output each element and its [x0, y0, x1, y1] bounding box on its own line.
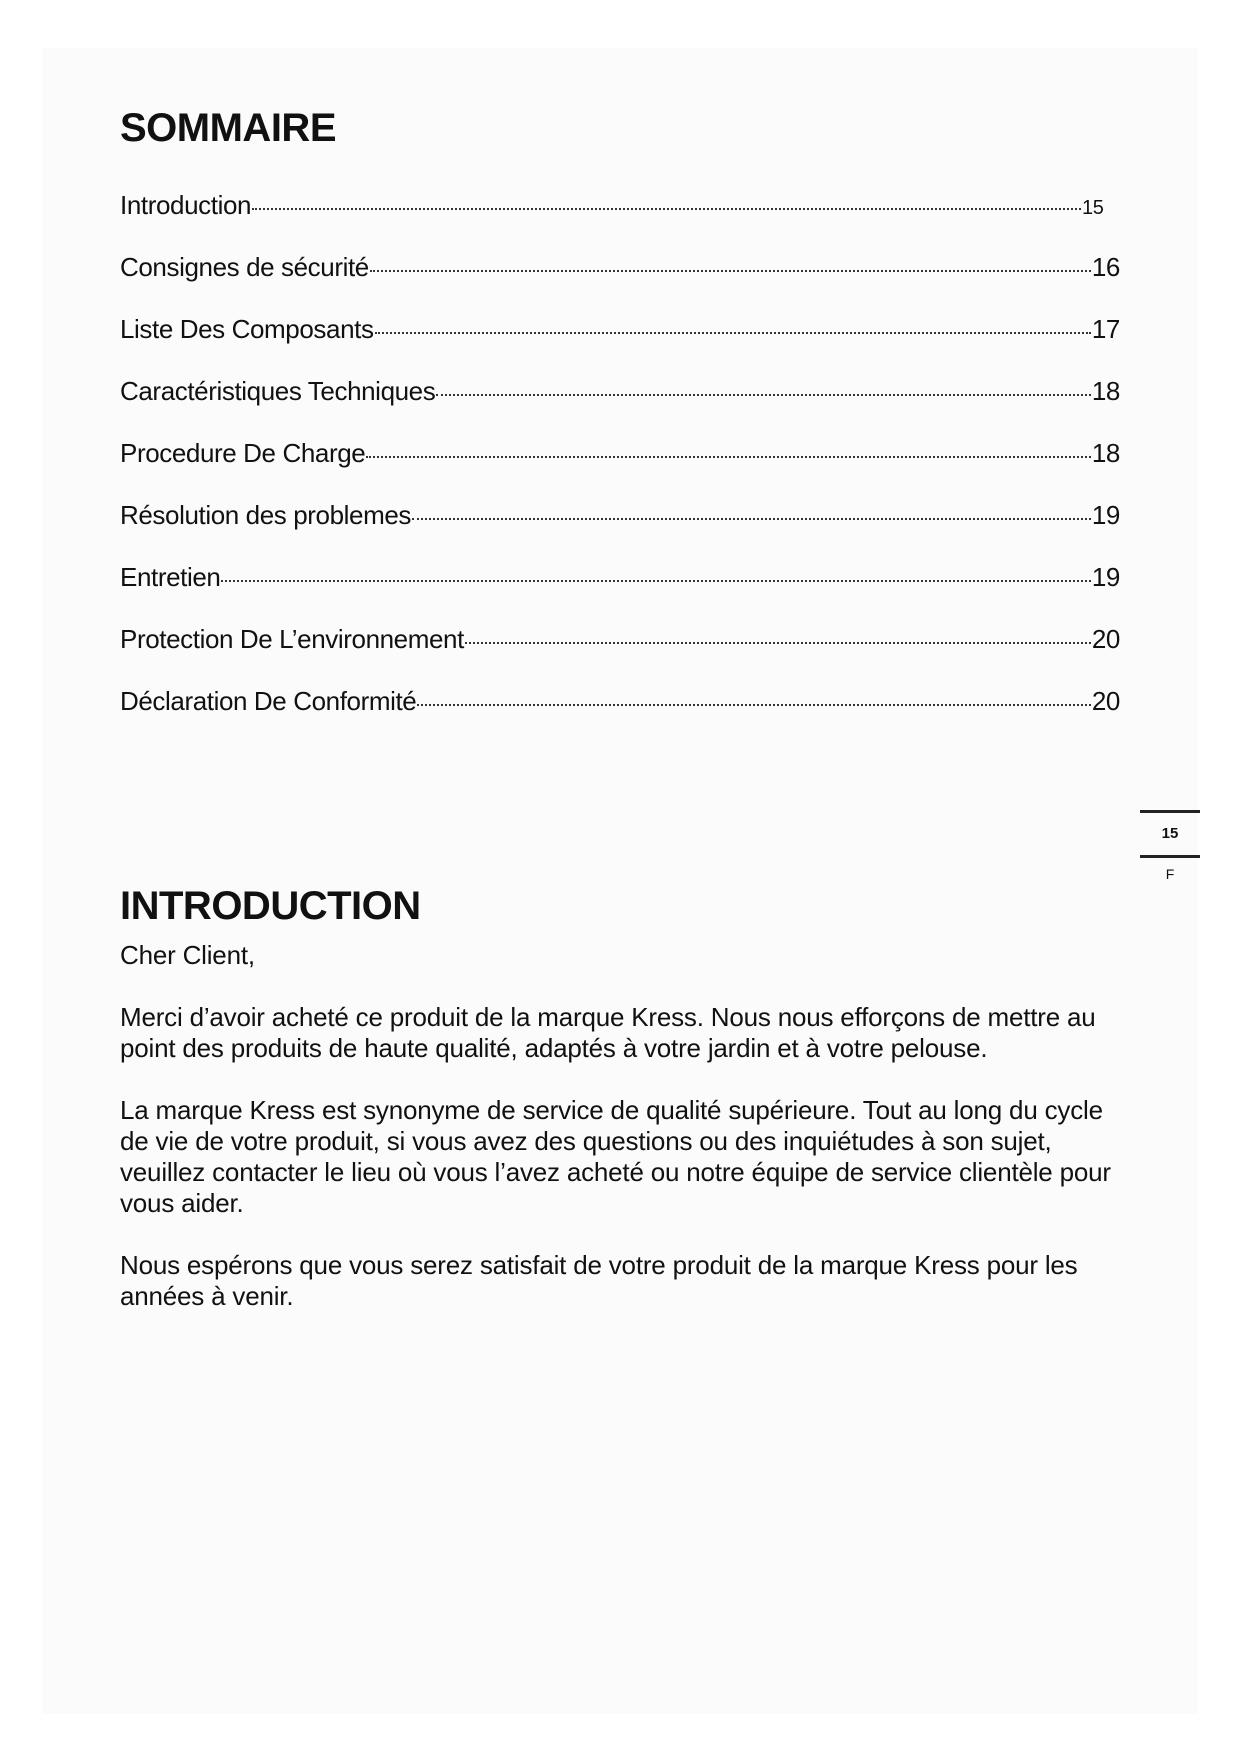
- toc-entry-page: 19: [1091, 562, 1120, 592]
- toc-leader-dots: [465, 641, 1091, 644]
- introduction-greeting: Cher Client,: [120, 940, 255, 970]
- toc-entry-page: 18: [1091, 438, 1120, 468]
- toc-entry-page: 20: [1091, 624, 1120, 654]
- toc-entry-caracteristiques[interactable]: [120, 376, 1120, 438]
- toc-entry-consignes[interactable]: [120, 252, 1120, 314]
- toc-entry-label: Protection De L’environnement: [120, 624, 464, 654]
- toc-leader-dots: [375, 331, 1091, 334]
- toc-entry-resolution[interactable]: [120, 500, 1120, 562]
- toc-entry-label: Consignes de sécurité: [120, 252, 369, 282]
- toc-entry-label: Entretien: [120, 562, 221, 592]
- toc-entry-page: 18: [1091, 376, 1120, 406]
- toc-entry-label: Procedure De Charge: [120, 438, 366, 468]
- side-page-number: 15: [1161, 825, 1179, 842]
- toc-title: SOMMAIRE: [120, 106, 336, 150]
- introduction-paragraph: Merci d’avoir acheté ce produit de la marque Kress. Nous nous efforçons de mettre au point des produits de haute qualité, adaptés à votre jardin et à votre pelouse.: [120, 1002, 1096, 1063]
- side-language-code: F: [1165, 866, 1175, 882]
- toc-leader-dots: [252, 207, 1081, 210]
- introduction-body: [120, 940, 1130, 1343]
- toc-leader-dots: [221, 579, 1090, 582]
- toc-entry-composants[interactable]: [120, 314, 1120, 376]
- toc-leader-dots: [370, 269, 1091, 272]
- introduction-paragraph: Nous espérons que vous serez satisfait de votre produit de la marque Kress pour les années à venir.: [120, 1250, 1078, 1311]
- toc-entry-page: 19: [1091, 500, 1120, 530]
- toc-entry-charge[interactable]: [120, 438, 1120, 500]
- toc-entry-label: Résolution des problemes: [120, 500, 412, 530]
- side-tab-bottom-rule: [1140, 855, 1200, 858]
- toc-entry-introduction[interactable]: [120, 190, 1120, 252]
- page-side-tab: [1140, 810, 1200, 882]
- toc-leader-dots: [436, 393, 1091, 396]
- toc-entry-page: 17: [1091, 314, 1120, 344]
- toc-entry-page: 16: [1091, 252, 1120, 282]
- toc-leader-dots: [417, 703, 1091, 706]
- introduction-paragraph: La marque Kress est synonyme de service de qualité supérieure. Tout au long du cycle de vie de votre produit, si vous avez des questions ou des inquiétudes à son sujet, veuillez contacter le lieu où vous l’avez acheté ou notre équipe de service clientèle pour vous aider.: [120, 1095, 1111, 1218]
- toc-leader-dots: [366, 455, 1091, 458]
- toc-entry-conformite[interactable]: [120, 686, 1120, 748]
- toc-leader-dots: [412, 517, 1091, 520]
- introduction-title: INTRODUCTION: [120, 884, 421, 928]
- toc-entry-page: 20: [1091, 686, 1120, 716]
- table-of-contents: [120, 190, 1120, 748]
- toc-entry-label: Déclaration De Conformité: [120, 686, 417, 716]
- toc-entry-label: Introduction: [120, 190, 252, 220]
- toc-entry-label: Caractéristiques Techniques: [120, 376, 436, 406]
- toc-entry-label: Liste Des Composants: [120, 314, 374, 344]
- toc-entry-page: 15: [1082, 197, 1104, 219]
- toc-entry-entretien[interactable]: [120, 562, 1120, 624]
- toc-entry-environnement[interactable]: [120, 624, 1120, 686]
